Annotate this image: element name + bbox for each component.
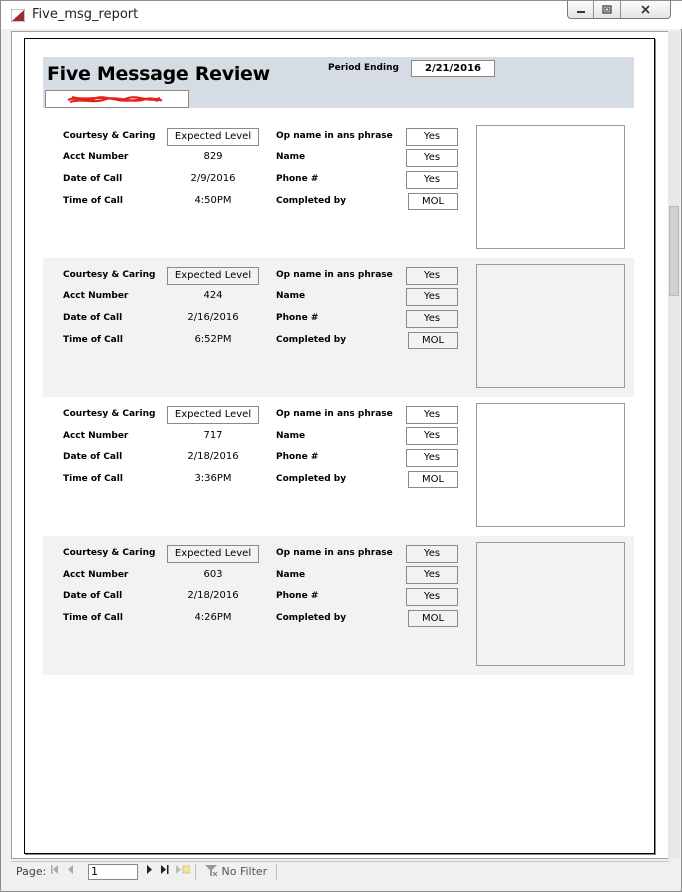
page-number-input[interactable]: 1 xyxy=(88,864,138,880)
period-ending-value: 2/21/2016 xyxy=(411,60,495,77)
date-value: 2/16/2016 xyxy=(187,312,239,323)
date-label: Date of Call xyxy=(63,313,123,323)
page-label: Page: xyxy=(16,865,47,878)
acct-label: Acct Number xyxy=(63,152,129,162)
date-label: Date of Call xyxy=(63,591,123,601)
opname-value: Yes xyxy=(406,545,458,563)
minimize-icon xyxy=(576,6,586,14)
time-value: 4:50PM xyxy=(194,195,232,206)
completed-value: MOL xyxy=(408,471,458,488)
restore-button[interactable] xyxy=(594,1,620,18)
phone-label: Phone # xyxy=(276,452,319,462)
courtesy-value: Expected Level xyxy=(167,128,259,146)
completed-label: Completed by xyxy=(276,335,347,345)
access-report-icon xyxy=(11,9,25,22)
name-label: Name xyxy=(276,570,306,580)
completed-label: Completed by xyxy=(276,613,347,623)
redacted-field xyxy=(45,90,189,108)
completed-value: MOL xyxy=(408,193,458,210)
window-title: Five_msg_report xyxy=(32,7,139,22)
filter-status[interactable] xyxy=(205,865,267,878)
date-value: 2/9/2016 xyxy=(190,173,236,184)
courtesy-label: Courtesy & Caring xyxy=(63,270,156,280)
courtesy-value: Expected Level xyxy=(167,406,259,424)
time-label: Time of Call xyxy=(63,474,123,484)
courtesy-label: Courtesy & Caring xyxy=(63,131,156,141)
name-value: Yes xyxy=(406,288,458,306)
name-label: Name xyxy=(276,152,306,162)
notes-box xyxy=(476,264,625,388)
phone-label: Phone # xyxy=(276,313,319,323)
name-label: Name xyxy=(276,291,306,301)
courtesy-value: Expected Level xyxy=(167,545,259,563)
time-value: 6:52PM xyxy=(194,334,232,345)
acct-value: 717 xyxy=(203,430,223,441)
notes-box xyxy=(476,542,625,666)
status-divider xyxy=(276,864,277,880)
close-icon xyxy=(641,5,650,14)
record-4 xyxy=(43,536,634,675)
report-title: Five Message Review xyxy=(47,63,270,85)
record-3 xyxy=(43,397,634,536)
courtesy-label: Courtesy & Caring xyxy=(63,409,156,419)
acct-value: 603 xyxy=(203,569,223,580)
filter-icon xyxy=(205,865,218,877)
close-button[interactable] xyxy=(621,1,670,18)
period-ending-label: Period Ending xyxy=(328,63,399,73)
minimize-button[interactable] xyxy=(568,1,594,18)
completed-label: Completed by xyxy=(276,196,347,206)
date-label: Date of Call xyxy=(63,452,123,462)
phone-value: Yes xyxy=(406,171,458,189)
acct-value: 829 xyxy=(203,151,223,162)
name-value: Yes xyxy=(406,427,458,445)
opname-label: Op name in ans phrase xyxy=(276,548,393,558)
phone-value: Yes xyxy=(406,449,458,467)
scrollbar-thumb[interactable] xyxy=(669,206,679,296)
date-value: 2/18/2016 xyxy=(187,590,239,601)
acct-label: Acct Number xyxy=(63,291,129,301)
name-value: Yes xyxy=(406,149,458,167)
status-divider xyxy=(195,864,196,880)
date-label: Date of Call xyxy=(63,174,123,184)
phone-label: Phone # xyxy=(276,174,319,184)
phone-value: Yes xyxy=(406,310,458,328)
acct-label: Acct Number xyxy=(63,570,129,580)
opname-label: Op name in ans phrase xyxy=(276,131,393,141)
previous-page-icon[interactable] xyxy=(68,865,74,877)
last-page-icon[interactable] xyxy=(161,865,169,877)
name-label: Name xyxy=(276,431,306,441)
record-navigation-bar xyxy=(11,861,669,881)
completed-value: MOL xyxy=(408,610,458,627)
record-2 xyxy=(43,258,634,397)
name-value: Yes xyxy=(406,566,458,584)
completed-value: MOL xyxy=(408,332,458,349)
title-bar[interactable] xyxy=(1,1,682,29)
record-1 xyxy=(43,119,634,258)
acct-label: Acct Number xyxy=(63,431,129,441)
first-page-icon[interactable] xyxy=(51,865,59,877)
courtesy-label: Courtesy & Caring xyxy=(63,548,156,558)
courtesy-value: Expected Level xyxy=(167,267,259,285)
redaction-scribble xyxy=(46,91,190,109)
opname-value: Yes xyxy=(406,406,458,424)
opname-value: Yes xyxy=(406,128,458,146)
new-record-icon[interactable] xyxy=(176,865,190,877)
phone-value: Yes xyxy=(406,588,458,606)
time-value: 4:26PM xyxy=(194,612,232,623)
completed-label: Completed by xyxy=(276,474,347,484)
notes-box xyxy=(476,125,625,249)
notes-box xyxy=(476,403,625,527)
filter-label: No Filter xyxy=(221,865,268,878)
vertical-scrollbar[interactable] xyxy=(668,31,680,859)
acct-value: 424 xyxy=(203,290,223,301)
time-label: Time of Call xyxy=(63,613,123,623)
opname-value: Yes xyxy=(406,267,458,285)
opname-label: Op name in ans phrase xyxy=(276,270,393,280)
time-label: Time of Call xyxy=(63,196,123,206)
next-page-icon[interactable] xyxy=(147,865,153,877)
opname-label: Op name in ans phrase xyxy=(276,409,393,419)
phone-label: Phone # xyxy=(276,591,319,601)
restore-icon xyxy=(602,5,612,14)
time-value: 3:36PM xyxy=(194,473,232,484)
time-label: Time of Call xyxy=(63,335,123,345)
window-controls xyxy=(567,1,671,19)
date-value: 2/18/2016 xyxy=(187,451,239,462)
